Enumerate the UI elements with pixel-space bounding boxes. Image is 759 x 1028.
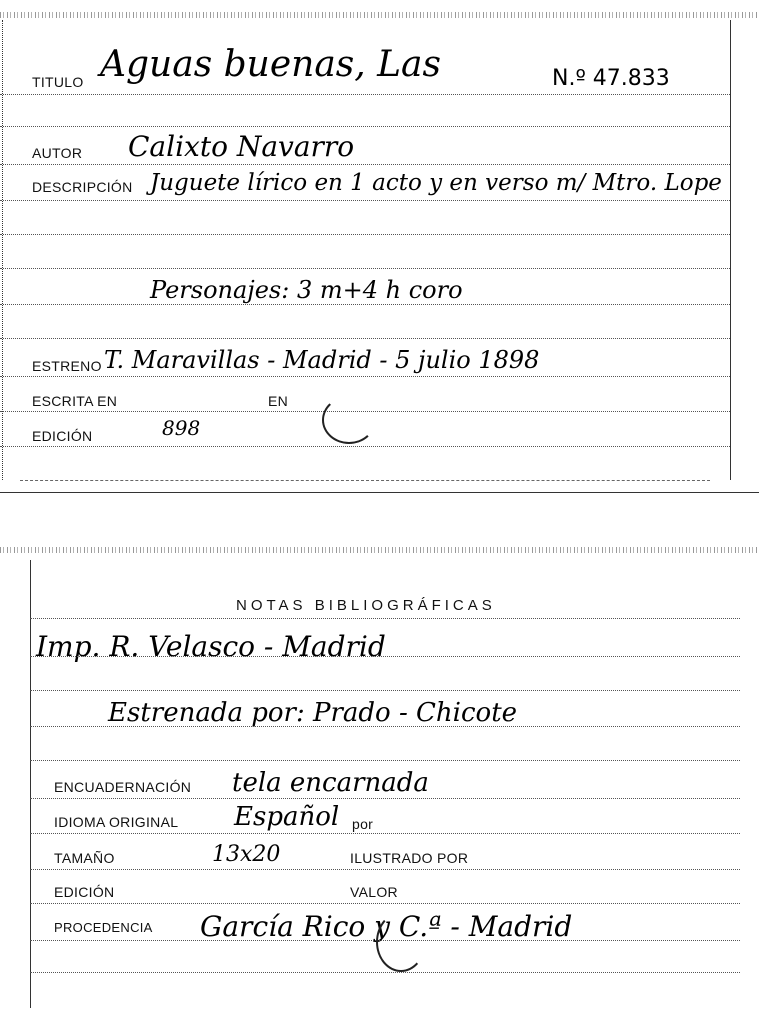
estreno-line [0, 376, 730, 377]
valor-label: VALOR [350, 884, 398, 900]
escrita-en-label: ESCRITA EN [32, 393, 118, 409]
note-line-1: Imp. R. Velasco - Madrid [36, 630, 386, 663]
ink-stamp-mark [322, 396, 376, 444]
edicion-label-bottom: EDICIÓN [54, 884, 115, 900]
procedencia-value: García Rico y C.ª - Madrid [200, 910, 573, 943]
tamano-label: TAMAÑO [54, 850, 115, 866]
por-label: por [352, 816, 374, 832]
heading-line [30, 618, 740, 619]
ilustrado-label: ILUSTRADO POR [350, 850, 469, 866]
procedencia-label: PROCEDENCIA [54, 920, 153, 935]
titulo-line [0, 94, 730, 95]
note-line-2-rule [30, 726, 740, 727]
ink-stamp-mark-bottom [376, 912, 426, 972]
note-blank-rule-2 [30, 760, 740, 761]
note-line-1-rule [30, 656, 740, 657]
encuadernacion-line [30, 798, 740, 799]
encuadernacion-label: ENCUADERNACIÓN [54, 779, 192, 795]
edicion-line [0, 446, 730, 447]
card-top-bottom-dashes [20, 480, 710, 481]
descripcion-label: DESCRIPCIÓN [32, 179, 133, 195]
descripcion-line-2 [0, 234, 730, 235]
estreno-value: T. Maravillas - Madrid - 5 julio 1898 [104, 346, 540, 374]
card-separator [0, 492, 759, 493]
blank-line-2 [0, 338, 730, 339]
estreno-label: ESTRENO [32, 358, 102, 374]
edicion-line-bottom [30, 903, 740, 904]
numero-value: N.º 47.833 [552, 66, 670, 91]
edicion-label: EDICIÓN [32, 428, 93, 444]
descripcion-line [0, 200, 730, 201]
card-bottom-edge [0, 547, 759, 553]
autor-label: AUTOR [32, 145, 83, 161]
en-label: EN [268, 393, 289, 409]
personajes-line [0, 304, 730, 305]
idioma-value: Español [234, 802, 340, 832]
idioma-label: IDIOMA ORIGINAL [54, 814, 179, 830]
personajes-value: Personajes: 3 m+4 h coro [150, 276, 463, 304]
titulo-value: Aguas buenas, Las [100, 44, 441, 85]
titulo-label: TITULO [32, 74, 84, 90]
autor-line [0, 164, 730, 165]
card-bottom-last-line [30, 972, 740, 973]
edicion-value: 898 [162, 416, 201, 440]
note-line-2: Estrenada por: Prado - Chicote [108, 698, 518, 728]
card-top-edge [0, 12, 759, 18]
blank-line [0, 126, 730, 127]
tamano-line [30, 869, 740, 870]
idioma-line [30, 833, 740, 834]
descripcion-line-3 [0, 268, 730, 269]
card-top-right-border [730, 20, 731, 480]
notas-heading: NOTAS BIBLIOGRÁFICAS [236, 597, 496, 614]
note-blank-rule [30, 690, 740, 691]
encuadernacion-value: tela encarnada [232, 768, 429, 798]
tamano-value: 13x20 [212, 842, 281, 867]
descripcion-value: Juguete lírico en 1 acto y en verso m/ Mtro. Lope [150, 170, 722, 196]
autor-value: Calixto Navarro [128, 130, 355, 163]
